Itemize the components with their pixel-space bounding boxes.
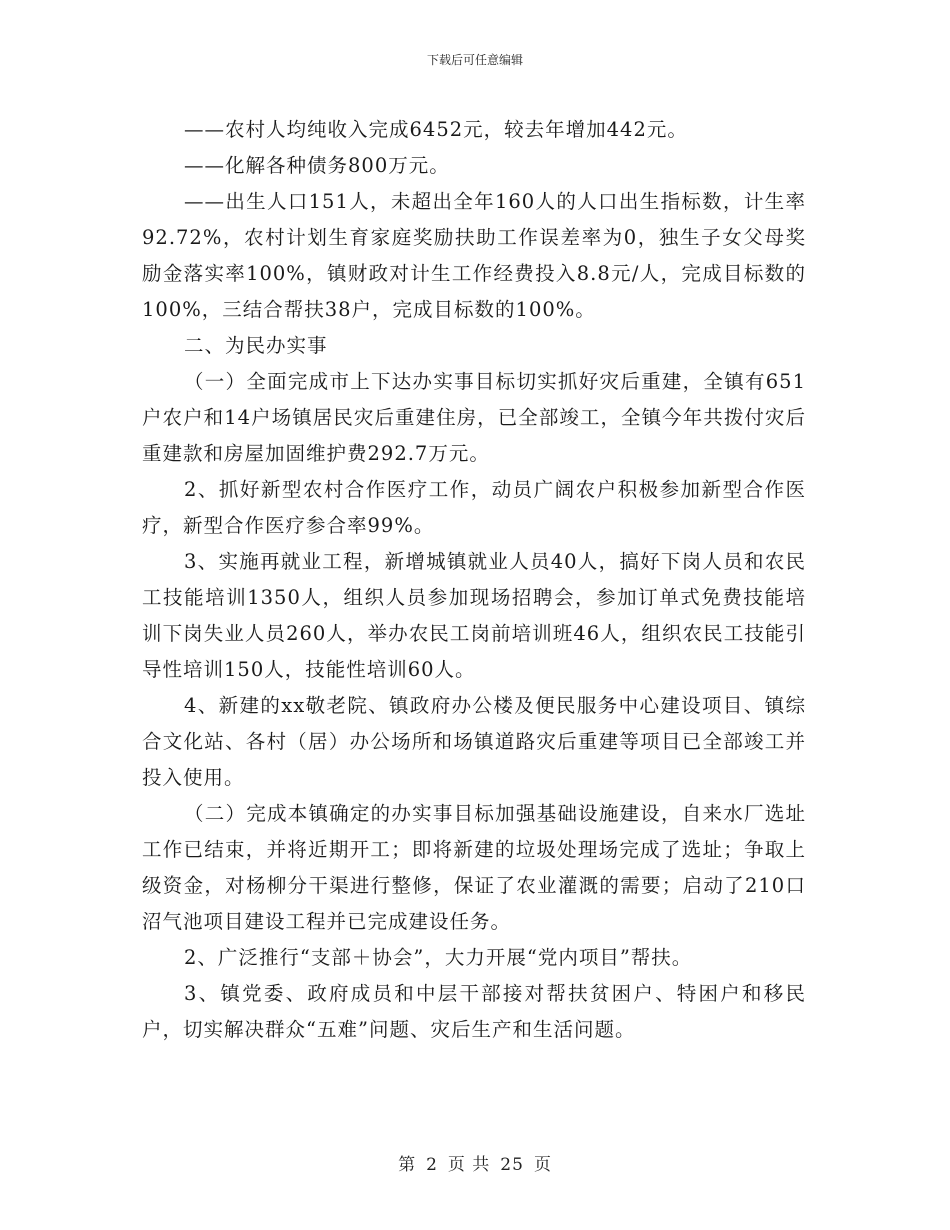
paragraph-new-construction: 4、新建的xx敬老院、镇政府办公楼及便民服务中心建设项目、镇综合文化站、各村（居）办公场所和场镇道路灾后重建等项目已全部竣工并投入使用。: [142, 694, 806, 789]
section-heading-practical-matters: 二、为民办实事: [184, 334, 328, 357]
paragraph-debt: ——化解各种债务800万元。: [184, 154, 450, 177]
paragraph-medical-care: 2、抓好新型农村合作医疗工作，动员广阔农户积极参加新型合作医疗，新型合作医疗参合率99%。: [142, 478, 806, 537]
paragraph-reconstruction: （一）全面完成市上下达办实事目标切实抓好灾后重建，全镇有651户农户和14户场镇居民灾后重建住房，已全部竣工，全镇今年共拨付灾后重建款和房屋加固维护费292.7万元。: [142, 370, 806, 465]
document-body: [142, 112, 806, 1048]
paragraph-poverty-support: 3、镇党委、政府成员和中层干部接对帮扶贫困户、特困户和移民户，切实解决群众“五难”问题、灾后生产和生活问题。: [142, 982, 806, 1041]
paragraph-family-planning: ——出生人口151人，未超出全年160人的人口出生指标数，计生率92.72%，农村计划生育家庭奖励扶助工作误差率为0，独生子女父母奖励金落实率100%，镇财政对计生工作经费投入8.8元/人，完成目标数的100%，三结合帮扶38户，完成目标数的100%。: [142, 190, 806, 321]
footer-prefix: 第: [398, 1155, 417, 1175]
paragraph-party-assistance: 2、广泛推行“支部＋协会”，大力开展“党内项目”帮扶。: [184, 946, 693, 969]
page-footer: [0, 1154, 950, 1176]
total-page-count: 25: [500, 1155, 524, 1175]
footer-suffix: 页: [533, 1155, 552, 1175]
paragraph-rural-income: ——农村人均纯收入完成6452元，较去年增加442元。: [184, 118, 688, 141]
page-header: 下载后可任意编辑: [426, 53, 523, 67]
footer-middle: 页 共: [447, 1155, 491, 1175]
paragraph-reemployment: 3、实施再就业工程，新增城镇就业人员40人，搞好下岗人员和农民工技能培训1350人，组织人员参加现场招聘会，参加订单式免费技能培训下岗失业人员260人，举办农民工岗前培训班46人，组织农民工技能引导性培训150人，技能性培训60人。: [142, 550, 806, 681]
paragraph-infrastructure: （二）完成本镇确定的办实事目标加强基础设施建设，自来水厂选址工作已结束，并将近期开工；即将新建的垃圾处理场完成了选址；争取上级资金，对杨柳分干渠进行整修，保证了农业灌溉的需要；启动了210口沼气池项目建设工程并已完成建设任务。: [142, 802, 806, 933]
current-page-number: 2: [426, 1155, 438, 1175]
